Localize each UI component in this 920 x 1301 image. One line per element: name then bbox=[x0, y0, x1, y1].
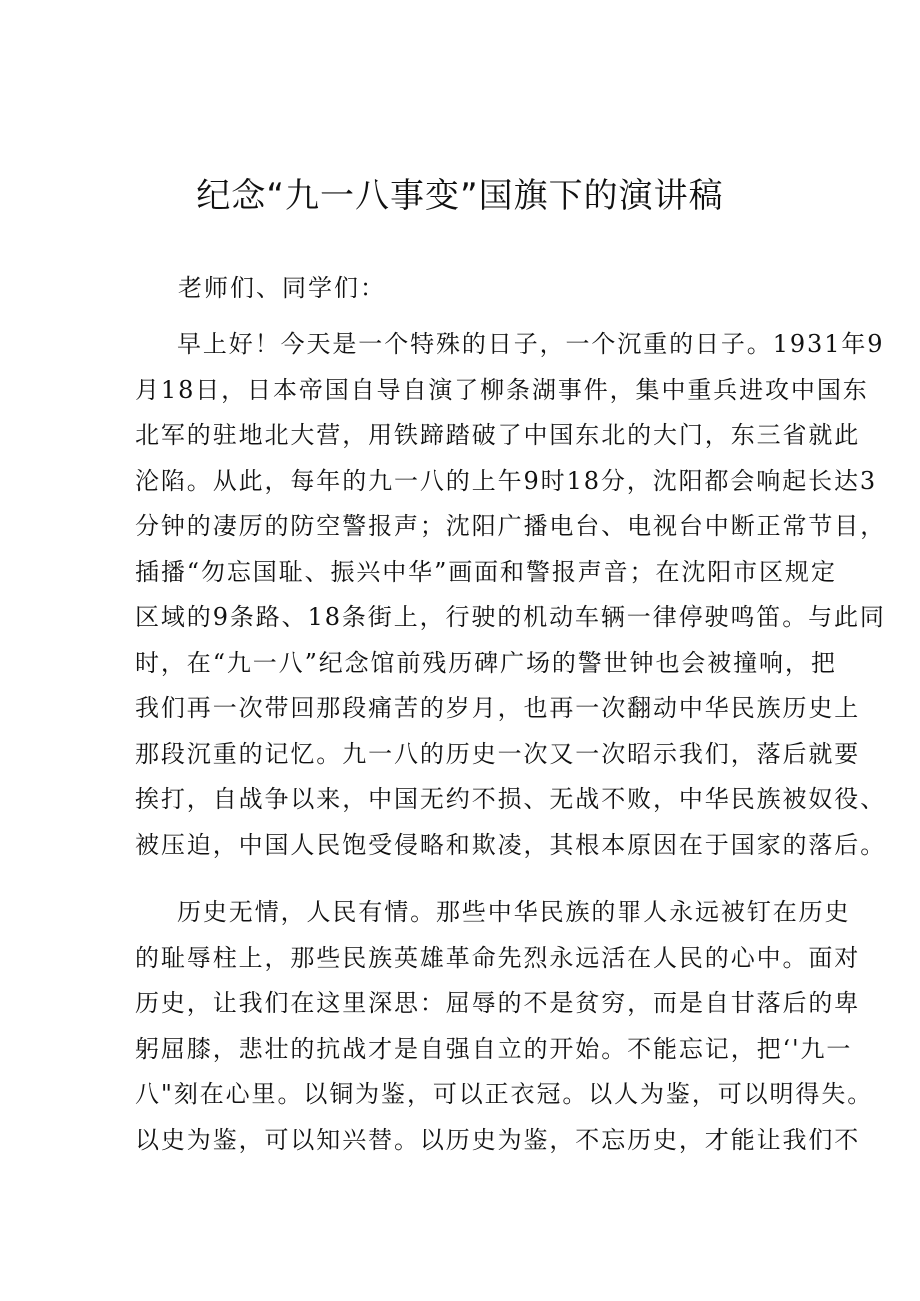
paragraph-line: 沦陷。从此，每年的九一八的上午9时18分，沈阳都会响起长达3 bbox=[135, 466, 878, 495]
paragraph-line: 插播“勿忘国耻、振兴中华”画面和警报声音；在沈阳市区规定 bbox=[135, 557, 837, 586]
paragraph-2 bbox=[135, 890, 874, 1163]
paragraph-line: 北军的驻地北大营，用铁蹄踏破了中国东北的大门，东三省就此 bbox=[135, 421, 861, 449]
paragraph-line: 躬屈膝，悲壮的抗战才是自强自立的开始。不能忘记，把‘'九一 bbox=[135, 1034, 853, 1063]
paragraph-1 bbox=[135, 322, 887, 868]
paragraph-line: 的耻辱柱上，那些民族英雄革命先烈永远活在人民的心中。面对 bbox=[135, 943, 861, 972]
paragraph-line: 分钟的凄厉的防空警报声；沈阳广播电台、电视台中断正常节目， bbox=[135, 512, 887, 540]
paragraph-line: 以史为鉴，可以知兴替。以历史为鉴，不忘历史，才能让我们不 bbox=[135, 1125, 861, 1154]
paragraph-line: 我们再一次带回那段痛苦的岁月，也再一次翻动中华民族历史上 bbox=[135, 694, 861, 722]
paragraph-line: 被压迫，中国人民饱受侵略和欺凌，其根本原因在于国家的落后。 bbox=[135, 830, 887, 859]
paragraph-line: 那段沉重的记忆。九一八的历史一次又一次昭示我们，落后就要 bbox=[135, 739, 861, 768]
paragraph-line: 历史，让我们在这里深思：屈辱的不是贫穷，而是自甘落后的卑 bbox=[135, 989, 861, 1017]
paragraph-line: 区域的9条路、18条街上，行驶的机动车辆一律停驶鸣笛。与此同 bbox=[135, 603, 886, 631]
paragraph-line: 八"刻在心里。以铜为鉴，可以正衣冠。以人为鉴，可以明得失。 bbox=[135, 1080, 874, 1108]
salutation: 老师们、同学们： bbox=[178, 274, 386, 302]
paragraph-line: 时，在“九一八”纪念馆前残历碑广场的警世钟也会被撞响，把 bbox=[135, 648, 837, 677]
paragraph-line: 早上好！今天是一个特殊的日子，一个沉重的日子。1931年9 bbox=[177, 330, 885, 358]
paragraph-line: 历史无情，人民有情。那些中华民族的罪人永远被钉在历史 bbox=[177, 898, 851, 926]
paragraph-line: 月18日，日本帝国自导自演了柳条湖事件，集中重兵进攻中国东 bbox=[135, 375, 869, 404]
paragraph-line: 挨打，自战争以来，中国无约不损、无战不败，中华民族被奴役、 bbox=[135, 785, 887, 813]
document-title: 纪念“九一八事变”国旗下的演讲稿 bbox=[196, 176, 724, 216]
